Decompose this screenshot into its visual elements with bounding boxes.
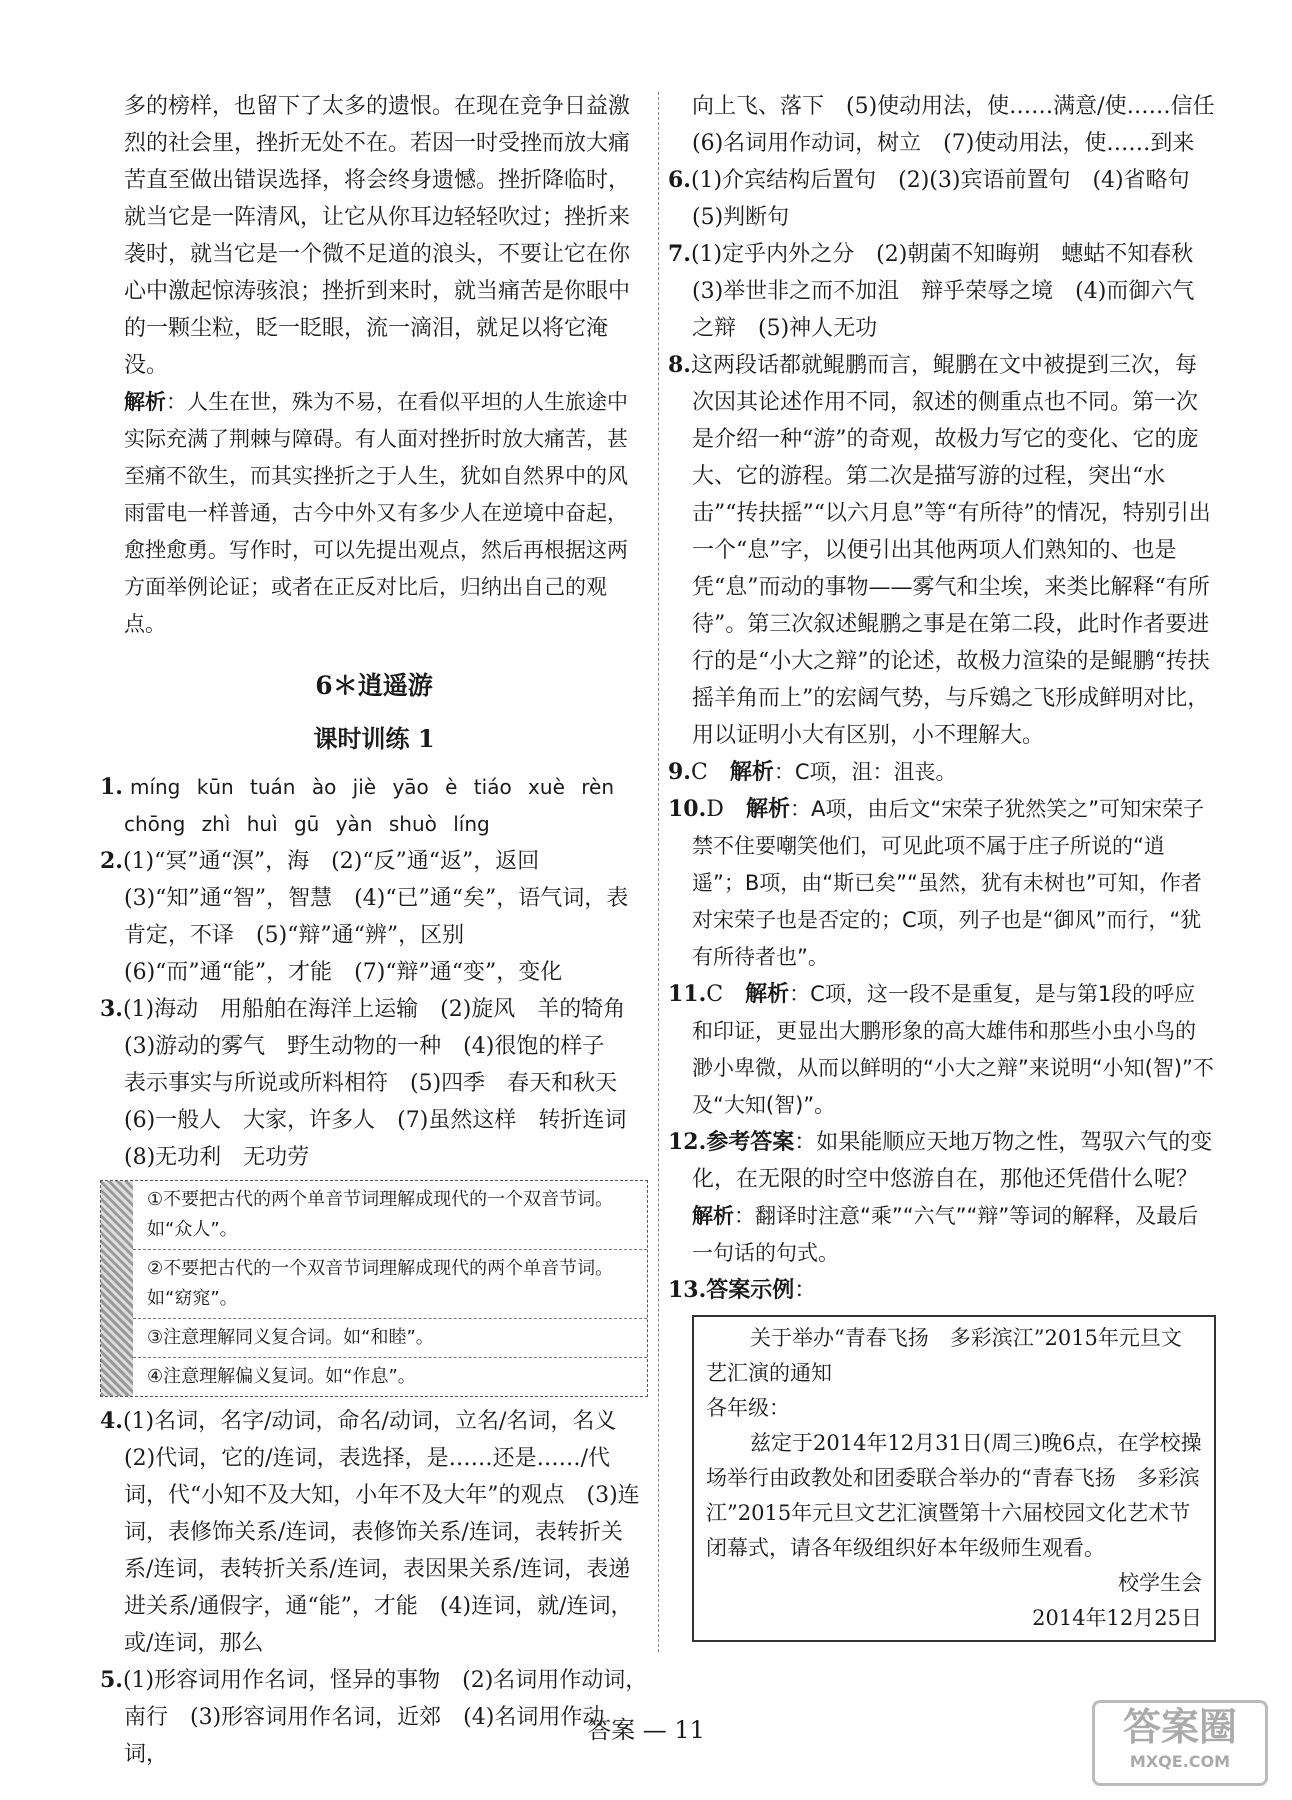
left-column: [100, 88, 648, 1773]
answer-text: (1)形容词用作名词，怪异的事物 (2)名词用作动词，南行 (3)形容词用作名词，近郊 (4)名词用作动词，: [122, 1668, 648, 1767]
notice-greeting: 各年级：: [706, 1396, 790, 1420]
question-12: [668, 1124, 1216, 1198]
reference-answer-text: ：如果能顺应天地万物之性，驾驭六气的变化，在无限的时空中悠游自在，那他还凭借什么呢？: [692, 1130, 1213, 1192]
analysis-label: 解析: [745, 796, 790, 822]
right-column: [668, 88, 1237, 1642]
notice-sender: 校学生会: [1118, 1571, 1202, 1595]
question-4: [100, 1403, 648, 1662]
question-10: [668, 791, 1216, 976]
choice: C: [690, 760, 708, 785]
tips-side-pattern: [101, 1181, 133, 1396]
tips-box: [100, 1180, 648, 1397]
lesson-title: 课时训练 1: [313, 724, 435, 753]
analysis-text: ：C项，这一段不是重复，是与第1段的呼应和印证，更显出大鹏形象的高大雄伟和那些小虫小鸟的渺小卑微，从而以鲜明的“小大之辩”来说明“小知(智)”不及“大知(智)”。: [692, 982, 1214, 1117]
question-9: [668, 754, 1216, 791]
notice-body: 兹定于2014年12月31日(周三)晚6点，在学校操场举行由政教处和团委联合举办的“青春飞扬 多彩滨江”2015年元旦文艺汇演暨第十六届校园文化艺术节闭幕式，请各年级组织好本年级师生观看。: [706, 1431, 1202, 1560]
sample-answer-label: 答案示例: [706, 1277, 795, 1303]
choice: C: [706, 982, 724, 1007]
page-number: 答案 — 11: [587, 1716, 705, 1744]
tip-item: ①不要把古代的两个单音节词理解成现代的一个双音节词。如“众人”。: [133, 1181, 647, 1250]
question-number: 11.: [668, 981, 707, 1007]
question-number: 4.: [100, 1408, 123, 1434]
tip-item: ④注意理解偏义复词。如“作息”。: [147, 1366, 416, 1387]
answer-text: (1)海动 用船舶在海洋上运输 (2)旋风 羊的犄角 (3)游动的雾气 野生动物的一种 (4)很饱的样子 表示事实与所说或所料相符 (5)四季 春天和秋天 (6)一般人 大家，许多人 (7)虽然这样 转折连词 (8)无功利 无功劳: [122, 997, 649, 1170]
analysis-text: ：A项，由后文“宋荣子犹然笑之”可知宋荣子禁不住要嘲笑他们，可见此项不属于庄子所说的“逍遥”；B项，由“斯已矣”“虽然，犹有未树也”可知，作者对宋荣子也是否定的；C项，列子也是“御风”而行，“犹有所待者也”。: [692, 797, 1205, 969]
question-number: 6.: [668, 167, 691, 193]
analysis-text: ：翻译时注意“乘”“六气”“辩”等词的解释，及最后一句话的句式。: [692, 1204, 1199, 1265]
notice-date: 2014年12月25日: [1032, 1606, 1202, 1630]
notice-title: 关于举办“青春飞扬 多彩滨江”2015年元旦文艺汇演的通知: [706, 1326, 1182, 1385]
question-number: 8.: [668, 352, 691, 378]
question-3: [100, 991, 648, 1176]
colon: ：: [794, 1278, 817, 1303]
watermark-logo: [1092, 1700, 1268, 1786]
watermark-top: 答案圈: [1122, 1705, 1237, 1749]
essay-continuation: 多的榜样，也留下了太多的遗恨。在现在竞争日益激烈的社会里，挫折无处不在。若因一时受挫而放大痛苦直至做出错误选择，将会终身遗憾。挫折降临时，就当它是一阵清风，让它从你耳边轻轻吹过；挫折来袭时，就当它是一个微不足道的浪头，不要让它在你心中激起惊涛骇浪；挫折到来时，就当痛苦是你眼中的一颗尘粒，眨一眨眼，流一滴泪，就足以将它淹没。: [124, 94, 631, 378]
pinyin-line-1: míng kūn tuán ào jiè yāo è tiáo xuè rèn: [129, 775, 614, 799]
answer-text: (1)名词，名字/动词，命名/动词，立名/名词，名义 (2)代词，它的/连词，表选择，是……还是……/代词，代“小知不及大知，小年不及大年”的观点 (3)连词，表修饰关系/连词，表修饰关系/连词，表转折关系/连词，表转折关系/连词，表因果关系/连词，表递进关系/通假字，通“能”，才能 (4)连词，就/连词，或/连词，那么: [122, 1409, 640, 1656]
question-number: 1.: [100, 774, 123, 800]
question-number: 9.: [668, 759, 691, 785]
tips-list: [133, 1181, 647, 1396]
notice-box: [692, 1315, 1216, 1642]
tip-item: ②不要把古代的一个双音节词理解成现代的两个单音节词。如“窈窕”。: [133, 1250, 647, 1319]
question-8: [668, 347, 1216, 754]
question-number: 13.: [668, 1277, 707, 1303]
question-number: 5.: [100, 1667, 123, 1693]
column-divider: [658, 92, 659, 1652]
question-number: 10.: [668, 796, 707, 822]
question-5-continuation: 向上飞、落下 (5)使动用法，使……满意/使……信任 (6)名词用作动词，树立 (7)使动用法，使……到来: [692, 94, 1237, 156]
question-1: [100, 769, 648, 843]
question-number: 3.: [100, 996, 123, 1022]
answer-text: (1)定乎内外之分 (2)朝菌不知晦朔 蟪蛄不知春秋 (3)举世非之而不加沮 辩乎荣辱之境 (4)而御六气之辩 (5)神人无功: [690, 242, 1216, 341]
analysis-label: 解析: [124, 390, 166, 414]
answer-text: 这两段话都就鲲鹏而言，鲲鹏在文中被提到三次，每次因其论述作用不同，叙述的侧重点也不同。第一次是介绍一种“游”的奇观，故极力写它的变化、它的庞大、它的游程。第二次是描写游的过程，突出“水击”“抟扶摇”“以六月息”等“有所待”的情况，特别引出一个“息”字，以便引出其他两项人们熟知的、也是凭“息”而动的事物——雾气和尘埃，来类比解释“有所待”。第三次叙述鲲鹏之事是在第二段，此时作者要进行的是“小大之辩”的论述，故极力渲染的是鲲鹏“抟扶摇羊角而上”的宏阔气势，与斥鴳之飞形成鲜明对比，用以证明小大有区别，小不理解大。: [690, 353, 1211, 748]
reference-answer-label: 参考答案: [706, 1129, 795, 1155]
tip-item: ③注意理解同义复合词。如“和睦”。: [133, 1319, 647, 1358]
section-title: 6＊逍遥游: [315, 671, 433, 700]
analysis-label: 解析: [745, 981, 790, 1007]
question-number: 12.: [668, 1129, 707, 1155]
answer-text: (1)介宾结构后置句 (2)(3)宾语前置句 (4)省略句 (5)判断句: [690, 168, 1212, 230]
question-6: [668, 162, 1216, 236]
analysis-label: 解析: [692, 1204, 734, 1228]
question-number: 7.: [668, 241, 691, 267]
watermark-bottom: MXQE.COM: [1129, 1752, 1231, 1771]
analysis-label: 解析: [729, 759, 774, 785]
question-11: [668, 976, 1216, 1124]
question-13: [668, 1272, 1216, 1309]
analysis-text: ：C项，沮：沮丧。: [773, 760, 957, 784]
choice: D: [706, 797, 724, 822]
question-12-analysis: [668, 1198, 1216, 1272]
question-number: 2.: [100, 848, 123, 874]
analysis-text: ：人生在世，殊为不易，在看似平坦的人生旅途中实际充满了荆棘与障碍。有人面对挫折时放大痛苦，甚至痛不欲生，而其实挫折之于人生，犹如自然界中的风雨雷电一样普通，古今中外又有多少人在逆境中奋起，愈挫愈勇。写作时，可以先提出观点，然后再根据这两方面举例论证；或者在正反对比后，归纳出自己的观点。: [124, 390, 628, 636]
answer-text: (1)“冥”通“溟”，海 (2)“反”通“返”，返回 (3)“知”通“智”，智慧 (4)“已”通“矣”，语气词，表肯定，不译 (5)“辩”通“辨”，区别 (6)“而”通“能”，才能 (7)“辩”通“变”，变化: [122, 849, 629, 985]
essay-analysis: [100, 384, 648, 643]
question-2: [100, 843, 648, 991]
pinyin-line-2: chōng zhì huì gū yàn shuò líng: [124, 812, 490, 836]
question-7: [668, 236, 1216, 347]
